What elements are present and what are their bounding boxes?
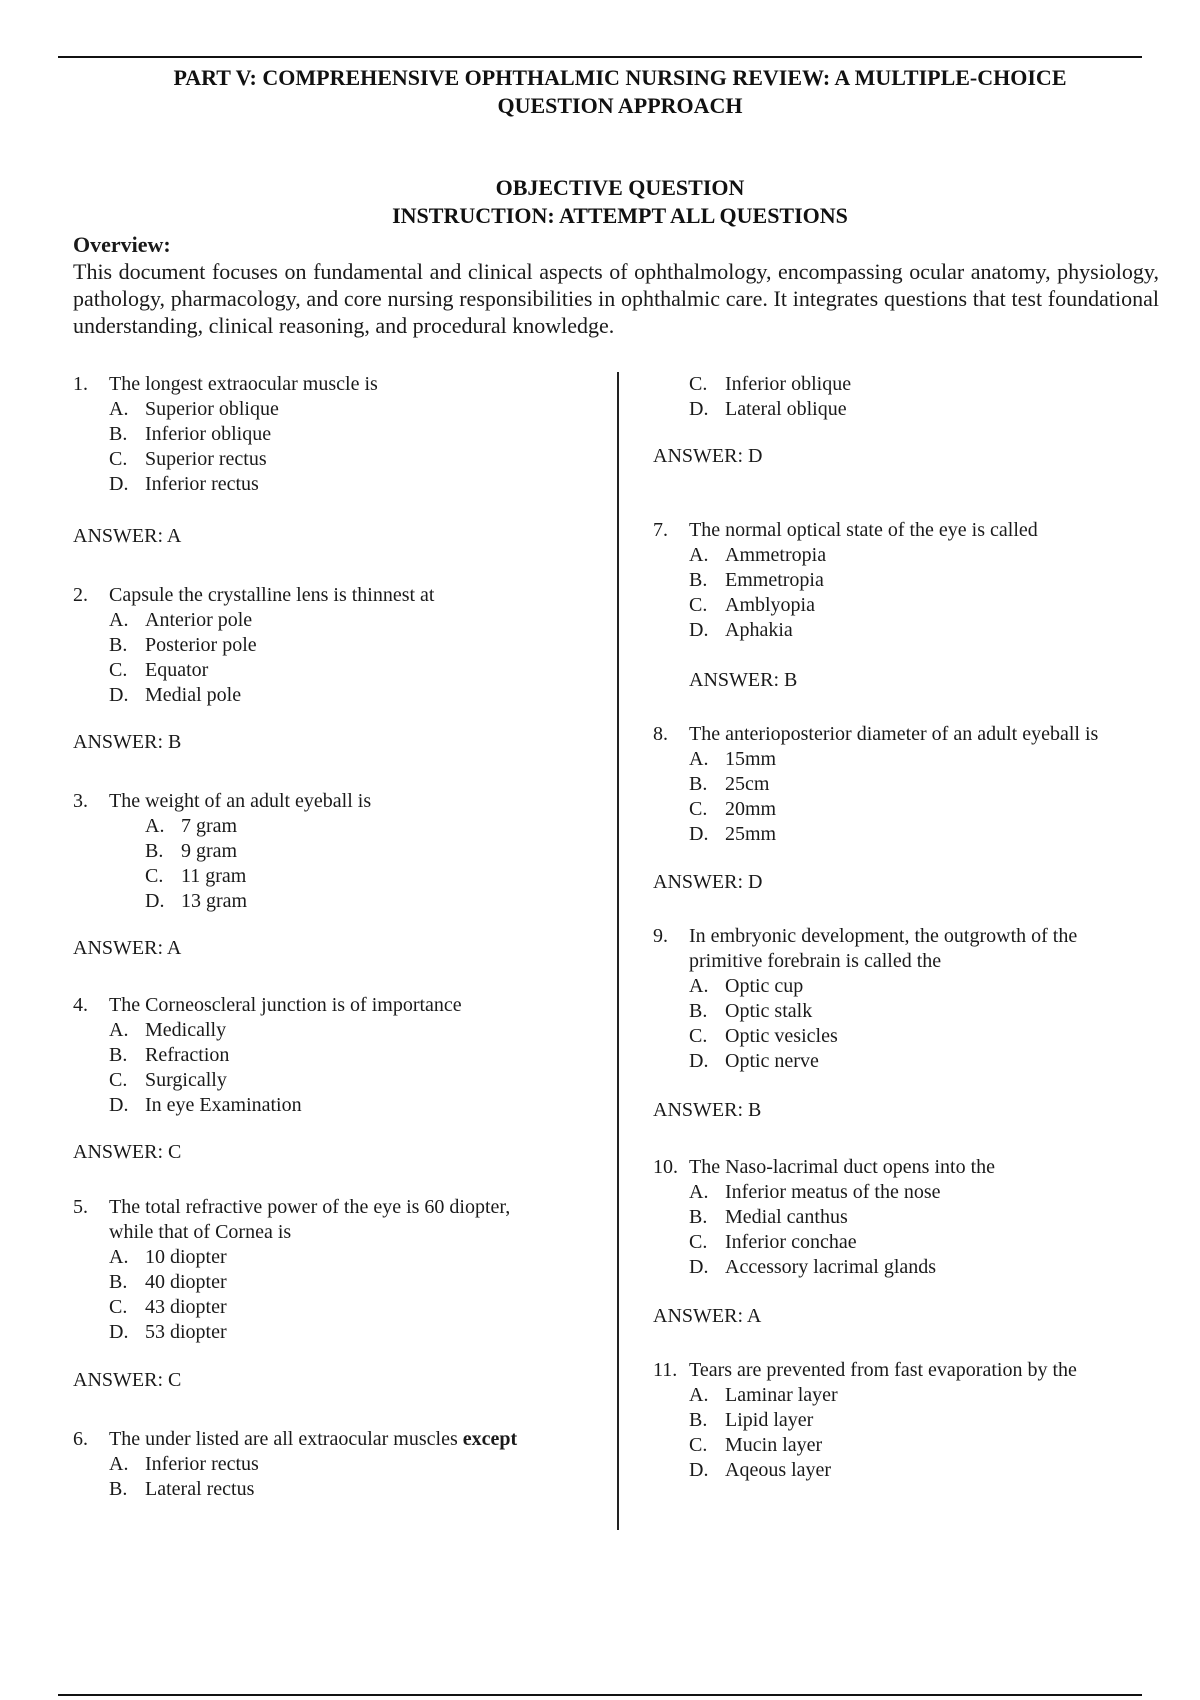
question-6-continued xyxy=(653,372,851,422)
option: A. 10 diopter xyxy=(109,1246,227,1268)
question-number: 9. xyxy=(653,925,668,947)
option: C. Inferior conchae xyxy=(689,1231,857,1253)
question-stem: The Corneoscleral junction is of importance xyxy=(109,994,462,1016)
option: B. Emmetropia xyxy=(689,569,824,591)
question-number: 7. xyxy=(653,519,668,541)
option: C. Amblyopia xyxy=(689,594,815,616)
answer-10: ANSWER: A xyxy=(653,1305,762,1327)
question-stem: Tears are prevented from fast evaporation by the xyxy=(689,1359,1077,1381)
option: D. Lateral oblique xyxy=(689,398,847,420)
option: D. Inferior rectus xyxy=(109,473,259,495)
option: C. Surgically xyxy=(109,1069,227,1091)
answer-3: ANSWER: A xyxy=(73,937,182,959)
option: D. In eye Examination xyxy=(109,1094,302,1116)
document-title-line2: QUESTION APPROACH xyxy=(497,93,743,118)
overview-label: Overview: xyxy=(73,232,171,257)
answer-5: ANSWER: C xyxy=(73,1369,182,1391)
option: A. Inferior rectus xyxy=(109,1453,259,1475)
question-1 xyxy=(73,372,378,497)
option: A. Laminar layer xyxy=(689,1384,838,1406)
question-stem: The normal optical state of the eye is called xyxy=(689,519,1038,541)
option: D. Medial pole xyxy=(109,684,242,706)
section-subtitle: OBJECTIVE QUESTION xyxy=(495,175,745,200)
answer-8: ANSWER: D xyxy=(653,871,763,893)
option: A. Ammetropia xyxy=(689,544,827,566)
question-stem: The longest extraocular muscle is xyxy=(109,373,378,395)
question-stem: The weight of an adult eyeball is xyxy=(109,790,372,812)
option: D. Aqeous layer xyxy=(689,1459,832,1481)
answer-1: ANSWER: A xyxy=(73,525,182,547)
bottom-rule xyxy=(58,1694,1142,1696)
question-2 xyxy=(73,583,435,708)
option: B. Inferior oblique xyxy=(109,423,272,445)
option: A. 15mm xyxy=(689,748,777,770)
question-4 xyxy=(73,993,462,1118)
column-divider xyxy=(617,372,619,1530)
option: A. Medically xyxy=(109,1019,227,1041)
question-5 xyxy=(73,1195,510,1345)
question-8 xyxy=(653,722,1098,847)
answer-9: ANSWER: B xyxy=(653,1099,762,1121)
question-number: 10. xyxy=(653,1156,678,1178)
option: B. Medial canthus xyxy=(689,1206,848,1228)
option: B. Refraction xyxy=(109,1044,230,1066)
question-stem: Capsule the crystalline lens is thinnest at xyxy=(109,584,435,606)
option: C. Equator xyxy=(109,659,209,681)
question-3 xyxy=(73,789,371,914)
option: D. Optic nerve xyxy=(689,1050,819,1072)
top-rule xyxy=(58,56,1142,58)
question-9 xyxy=(653,924,1077,1074)
question-number: 6. xyxy=(73,1428,88,1450)
question-stem: The under listed are all extraocular muscles xyxy=(109,1428,458,1450)
question-number: 8. xyxy=(653,723,668,745)
option: C. Mucin layer xyxy=(689,1434,823,1456)
answer-4: ANSWER: C xyxy=(73,1141,182,1163)
option: C. Superior rectus xyxy=(109,448,267,470)
question-number: 11. xyxy=(653,1359,678,1381)
question-number: 4. xyxy=(73,994,88,1016)
overview-paragraph: This document focuses on fundamental and clinical aspects of ophthalmology, encompassing ocular anatomy, physiology, pathology, pharmacology, and core nursing responsibilities in ophthalmic care. It integrates questions that test foundational understanding, clinical reasoning, and procedural knowledge. xyxy=(73,259,1159,338)
instruction-heading: INSTRUCTION: ATTEMPT ALL QUESTIONS xyxy=(392,203,848,228)
option: C. Optic vesicles xyxy=(689,1025,838,1047)
question-stem-emphasis: except xyxy=(462,1428,518,1450)
option: A. Optic cup xyxy=(689,975,804,997)
question-number: 3. xyxy=(73,790,88,812)
option: D. 53 diopter xyxy=(109,1321,227,1343)
document-title-line1: PART V: COMPREHENSIVE OPHTHALMIC NURSING REVIEW: A MULTIPLE-CHOICE xyxy=(173,65,1067,90)
answer-6: ANSWER: D xyxy=(653,445,763,467)
answer-7: ANSWER: B xyxy=(689,669,798,691)
option: A. Superior oblique xyxy=(109,398,279,420)
option: B. 40 diopter xyxy=(109,1271,227,1293)
question-number: 1. xyxy=(73,373,88,395)
option: B. 9 gram xyxy=(145,840,238,862)
question-number: 2. xyxy=(73,584,88,606)
option: D. 13 gram xyxy=(145,890,248,912)
question-6 xyxy=(73,1427,517,1502)
option: B. Optic stalk xyxy=(689,1000,813,1022)
option: C. 20mm xyxy=(689,798,777,820)
option: B. Lateral rectus xyxy=(109,1478,255,1500)
question-stem: In embryonic development, the outgrowth of the xyxy=(689,925,1078,947)
question-11 xyxy=(653,1358,1077,1483)
question-stem: The total refractive power of the eye is 60 diopter, xyxy=(109,1196,511,1218)
question-10 xyxy=(653,1155,995,1280)
option: B. 25cm xyxy=(689,773,770,795)
question-stem: The Naso-lacrimal duct opens into the xyxy=(689,1156,996,1178)
option: D. Accessory lacrimal glands xyxy=(689,1256,937,1278)
option: D. 25mm xyxy=(689,823,777,845)
option: D. Aphakia xyxy=(689,619,793,641)
option: C. 11 gram xyxy=(145,865,247,887)
option: C. Inferior oblique xyxy=(689,373,852,395)
option: A. Inferior meatus of the nose xyxy=(689,1181,941,1203)
question-stem-continued: primitive forebrain is called the xyxy=(689,950,942,972)
question-number: 5. xyxy=(73,1196,88,1218)
question-stem-continued: while that of Cornea is xyxy=(109,1221,292,1243)
option: C. 43 diopter xyxy=(109,1296,227,1318)
option: B. Lipid layer xyxy=(689,1409,814,1431)
option: A. Anterior pole xyxy=(109,609,253,631)
answer-2: ANSWER: B xyxy=(73,731,182,753)
question-7 xyxy=(653,518,1038,643)
question-stem: The anterioposterior diameter of an adult eyeball is xyxy=(689,723,1099,745)
option: B. Posterior pole xyxy=(109,634,257,656)
option: A. 7 gram xyxy=(145,815,238,837)
